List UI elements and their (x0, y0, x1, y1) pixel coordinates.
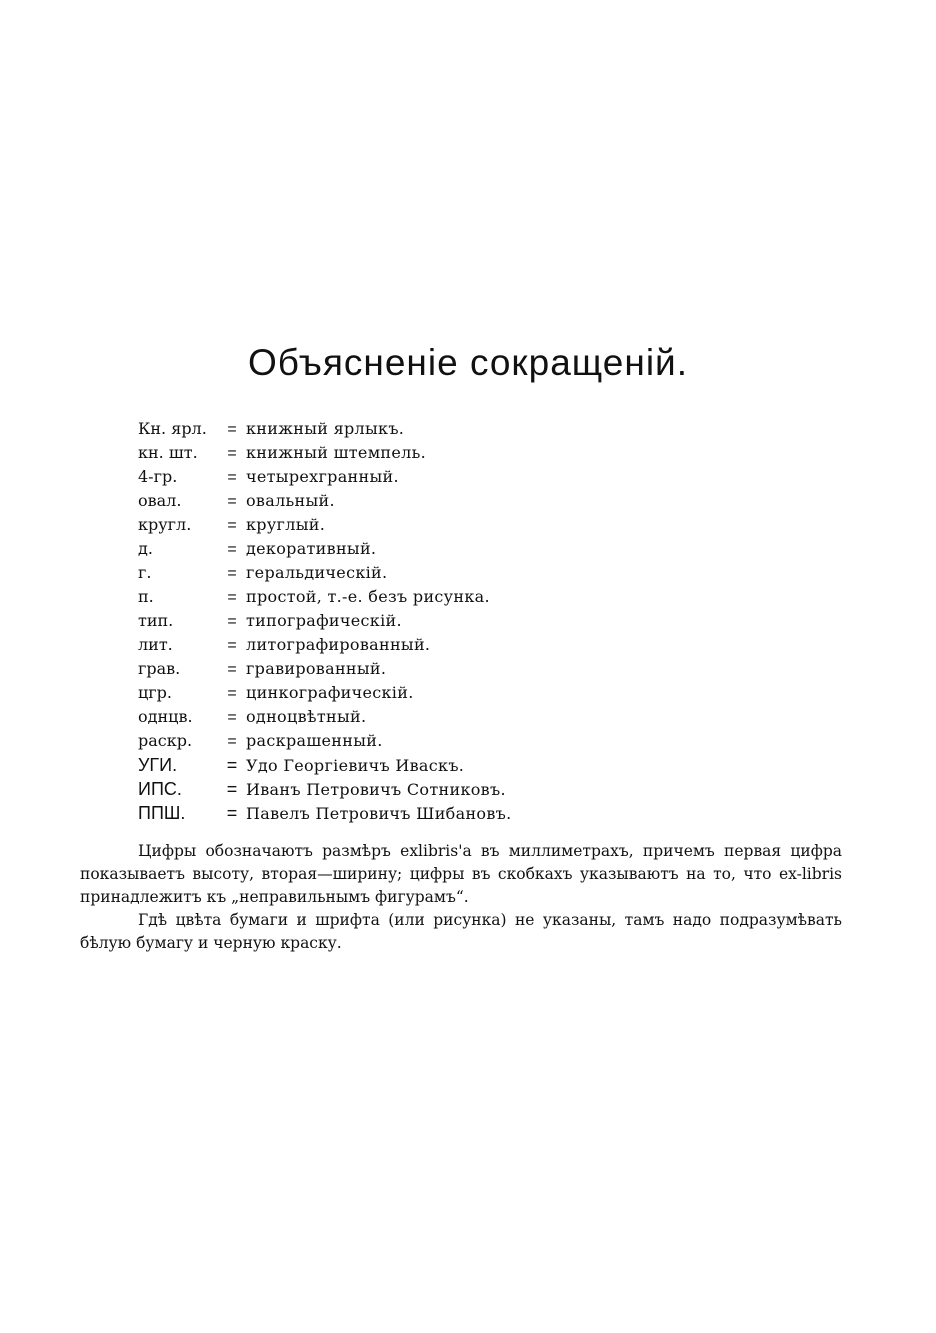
abbreviation-term: д. (138, 539, 153, 558)
note-paragraph: Цифры обозначаютъ размѣръ exlibris'a въ миллиметрахъ, причемъ первая цифра показываетъ высоту, вторая—ширину; цифры въ скобкахъ указываютъ на то, что ex-libris принадлежитъ къ „неправильнымъ фигурамъ“. (80, 842, 842, 906)
abbreviation-row (138, 443, 512, 467)
abbreviation-definition: книжный ярлыкъ. (246, 419, 405, 438)
abbreviation-row (138, 635, 512, 659)
abbreviation-row (138, 683, 512, 707)
abbreviation-row (138, 515, 512, 539)
abbreviation-definition: литографированный. (246, 635, 431, 654)
abbreviation-term: лит. (138, 635, 173, 654)
abbreviation-list (138, 419, 512, 827)
equals-sign: = (227, 613, 237, 630)
abbreviation-term: кн. шт. (138, 443, 198, 462)
equals-sign: = (226, 755, 238, 775)
equals-sign: = (227, 661, 237, 678)
abbreviation-row (138, 491, 512, 515)
equals-sign: = (227, 493, 237, 510)
abbreviation-definition: типографическій. (246, 611, 402, 630)
abbreviation-row (138, 587, 512, 611)
abbreviation-term: ППШ. (138, 803, 186, 823)
equals-sign: = (227, 541, 237, 558)
equals-sign: = (227, 517, 237, 534)
abbreviation-term: тип. (138, 611, 174, 630)
abbreviation-definition: овальный. (246, 491, 335, 510)
abbreviation-definition: Удо Георгіевичъ Ивaскъ. (246, 756, 465, 775)
abbreviation-term: Кн. ярл. (138, 419, 207, 438)
abbreviation-term: однцв. (138, 707, 193, 726)
abbreviation-definition: декоративный. (246, 539, 377, 558)
abbreviation-definition: простой, т.-е. безъ рисунка. (246, 587, 490, 606)
abbreviation-definition: цинкографическій. (246, 683, 414, 702)
equals-sign: = (227, 421, 237, 438)
equals-sign: = (227, 733, 237, 750)
abbreviation-definition: одноцвѣтный. (246, 707, 367, 726)
abbreviation-row (138, 755, 512, 779)
abbreviation-term: раскр. (138, 731, 193, 750)
abbreviation-row (138, 731, 512, 755)
abbreviation-row (138, 707, 512, 731)
equals-sign: = (227, 445, 237, 462)
equals-sign: = (226, 779, 238, 799)
abbreviation-definition: Павелъ Петровичъ Шибановъ. (246, 804, 512, 823)
abbreviation-row (138, 419, 512, 443)
abbreviation-term: г. (138, 563, 152, 582)
explanatory-notes (80, 840, 842, 955)
equals-sign: = (227, 709, 237, 726)
equals-sign: = (227, 565, 237, 582)
abbreviation-row (138, 659, 512, 683)
abbreviation-definition: гравированный. (246, 659, 387, 678)
page-title: Объясненіе сокращеній. (248, 342, 688, 383)
abbreviation-term: кругл. (138, 515, 192, 534)
abbreviation-definition: раскрашенный. (246, 731, 383, 750)
abbreviation-row (138, 563, 512, 587)
abbreviation-row (138, 467, 512, 491)
abbreviation-term: 4-гр. (138, 467, 178, 486)
abbreviation-term: цгр. (138, 683, 172, 702)
abbreviation-term: ИПС. (138, 779, 182, 799)
abbreviation-term: грав. (138, 659, 181, 678)
note-paragraph: Гдѣ цвѣта бумаги и шрифта (или рисунка) не указаны, тамъ надо подразумѣвать бѣлую бумагу и черную краску. (80, 911, 842, 952)
abbreviation-term: УГИ. (138, 755, 178, 775)
abbreviation-row (138, 611, 512, 635)
abbreviation-definition: Иванъ Петровичъ Сотниковъ. (246, 780, 506, 799)
abbreviation-definition: круглый. (246, 515, 326, 534)
abbreviation-definition: четырехгранный. (246, 467, 399, 486)
abbreviation-term: п. (138, 587, 154, 606)
equals-sign: = (227, 685, 237, 702)
abbreviation-row (138, 539, 512, 563)
abbreviation-row (138, 803, 512, 827)
abbreviation-definition: книжный штемпель. (246, 443, 427, 462)
equals-sign: = (227, 589, 237, 606)
equals-sign: = (226, 803, 238, 823)
abbreviation-term: овал. (138, 491, 182, 510)
abbreviation-row (138, 779, 512, 803)
equals-sign: = (227, 637, 237, 654)
equals-sign: = (227, 469, 237, 486)
abbreviation-definition: геральдическій. (246, 563, 388, 582)
